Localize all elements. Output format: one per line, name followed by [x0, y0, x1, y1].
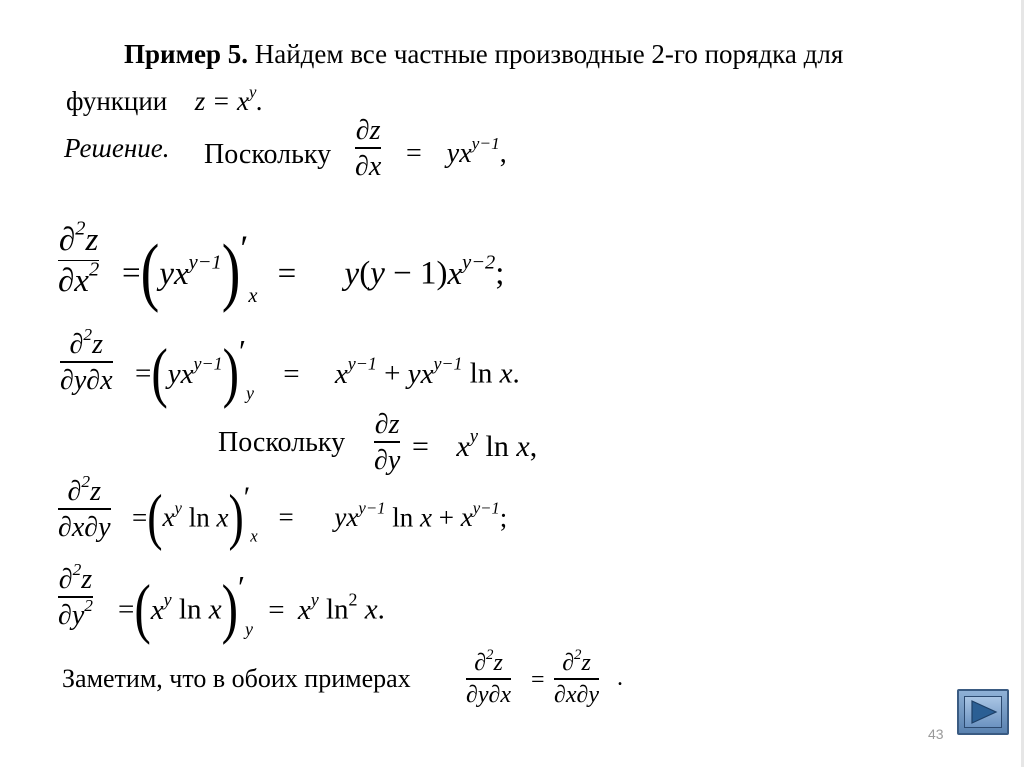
example-label: Пример 5.: [124, 39, 248, 69]
example-title-line: [124, 41, 843, 68]
dz-dy-result: = $x^y$ ln x,: [412, 426, 538, 463]
d2z-dy2-formula: $=(x^y$ $\ln x)'_y = x^y$ $\ln^2 x$.: [118, 570, 385, 646]
function-definition-line: [66, 82, 264, 116]
dz-dx-result: = $yx^{y-1}$,: [406, 133, 507, 169]
functions-word: функции: [66, 86, 168, 116]
next-slide-button[interactable]: [957, 689, 1009, 735]
since-word-1: Поскольку: [204, 139, 332, 170]
d2z-dydx-formula: $=(yx^{y-1})'_y = x^{y-1} + yx^{y-1}$ ln x.: [135, 334, 520, 410]
note-period: .: [617, 665, 623, 691]
dz-dy-fraction: ∂z ∂y: [374, 409, 401, 476]
note-fraction-dxdy: ∂$^2$z ∂x∂y: [554, 646, 600, 708]
function-formula: $z = x^y$.: [194, 82, 264, 116]
note-text: Заметим, что в обоих примерах: [62, 664, 411, 693]
example-text: Найдем все частные производные 2-го порядка для: [254, 39, 844, 69]
d2z-dx2-formula: $=(yx^{y-1})'_x = y(y - 1)x^{y-2}$;: [122, 228, 505, 315]
d2z-dxdy-fraction: ∂$^2$z ∂x∂y: [58, 471, 111, 543]
note-equals: =: [531, 667, 545, 693]
solution-label: Решение.: [64, 133, 170, 163]
dz-dx-fraction: ∂z ∂x: [355, 115, 382, 182]
d2z-dxdy-formula: $=(x^y$ $\ln x)'_x = yx^{y-1}$ $\ln x + x^{y-1}$;: [132, 481, 508, 551]
d2z-dy2-fraction: ∂$^2$z $\partial y^2$: [58, 559, 93, 631]
d2z-dydx-fraction: ∂$^2$z ∂y∂x: [60, 324, 113, 396]
play-next-icon: [969, 699, 999, 725]
page-number: 43: [928, 726, 944, 742]
note-fraction-dydx: ∂$^2$z ∂y∂x: [466, 646, 512, 708]
d2z-dx2-fraction: ∂$^2$z $\partial x^2$: [58, 217, 100, 300]
since-word-2: Поскольку: [218, 427, 346, 458]
